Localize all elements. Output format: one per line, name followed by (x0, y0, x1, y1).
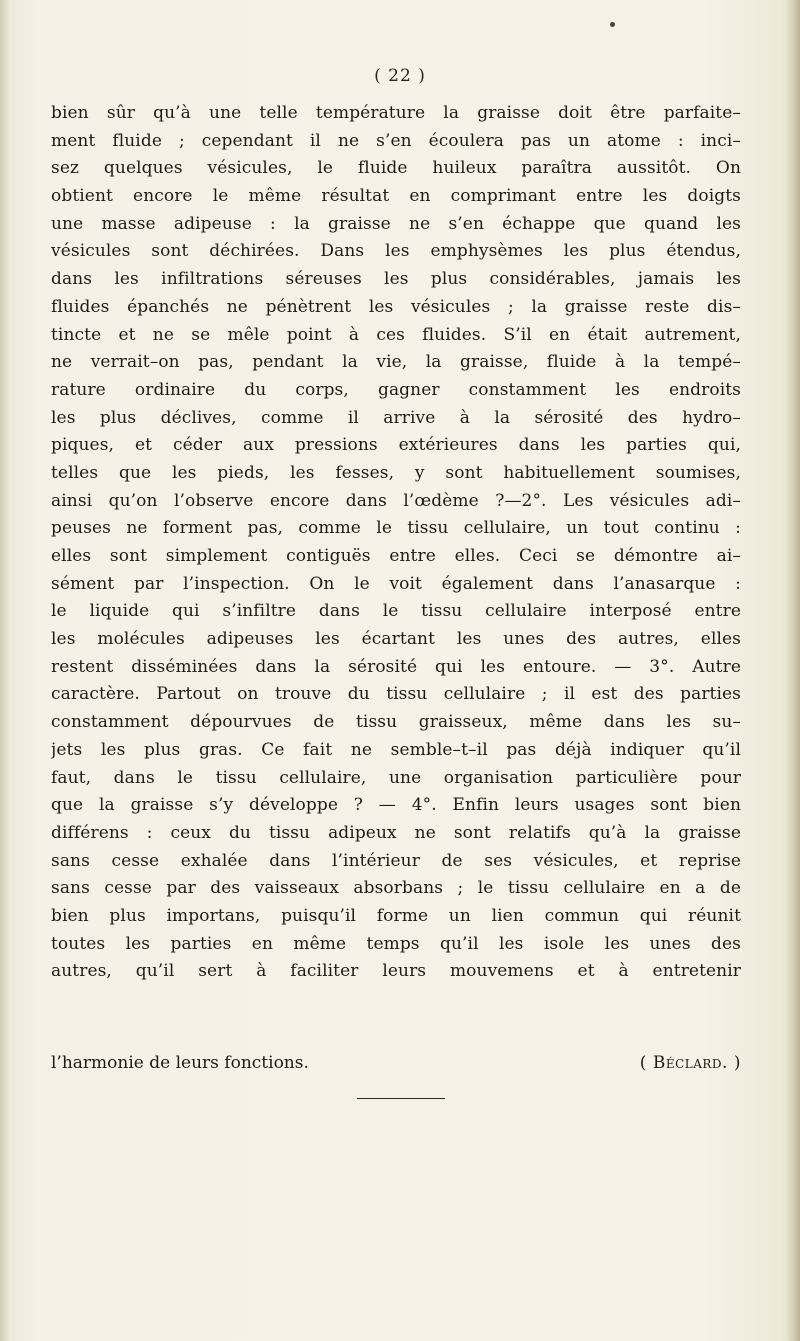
author-signature: ( Béclard. ) (639, 1053, 741, 1073)
text-line: peuses ne forment pas, comme le tissu cellulaire, un tout continu : (51, 518, 741, 539)
text-line: les molécules adipeuses les écartant les unes des autres, elles (51, 629, 741, 650)
text-line: sément par l’inspection. On le voit également dans l’anasarque : (51, 573, 741, 594)
text-line: les plus déclives, comme il arrive à la sérosité des hydro– (51, 407, 741, 428)
text-line: ne verrait–on pas, pendant la vie, la graisse, fluide à la tempé– (51, 352, 741, 373)
text-line: piques, et céder aux pressions extérieures dans les parties qui, (51, 435, 741, 456)
text-line: rature ordinaire du corps, gagner constamment les endroits (51, 379, 741, 400)
text-line: dans les infiltrations séreuses les plus considérables, jamais les (51, 269, 741, 290)
text-line: vésicules sont déchirées. Dans les emphysèmes les plus étendus, (51, 241, 741, 262)
page-right-edge-shadow (786, 0, 800, 1341)
text-line: jets les plus gras. Ce fait ne semble–t–il pas déjà indiquer qu’il (51, 739, 741, 760)
closing-line (51, 1049, 741, 1077)
text-line: ment fluide ; cependant il ne s’en écoulera pas un atome : inci– (51, 130, 741, 151)
text-line: tincte et ne se mêle point à ces fluides. S’il en était autrement, (51, 324, 741, 345)
text-line: telles que les pieds, les fesses, y sont habituellement soumises, (51, 462, 741, 483)
text-line: une masse adipeuse : la graisse ne s’en échappe que quand les (51, 213, 741, 234)
text-line: sez quelques vésicules, le fluide huileux paraîtra aussitôt. On (51, 158, 741, 179)
page-number: ( 22 ) (374, 66, 426, 86)
text-line: bien sûr qu’à une telle température la graisse doit être parfaite– (51, 103, 741, 123)
text-line: le liquide qui s’infiltre dans le tissu cellulaire interposé entre (51, 601, 741, 622)
closing-text: l’harmonie de leurs fonctions. (51, 1053, 309, 1073)
text-line: différens : ceux du tissu adipeux ne sont relatifs qu’à la graisse (51, 822, 741, 843)
text-line: fluides épanchés ne pénètrent les vésicules ; la graisse reste dis– (51, 296, 741, 317)
text-line: sans cesse par des vaisseaux absorbans ; le tissu cellulaire en a de (51, 878, 741, 899)
text-line: caractère. Partout on trouve du tissu cellulaire ; il est des parties (51, 684, 741, 705)
text-line: ainsi qu’on l’observe encore dans l’œdème ?—2°. Les vésicules adi– (51, 490, 741, 511)
text-line: sans cesse exhalée dans l’intérieur de ses vésicules, et reprise (51, 850, 741, 871)
ink-speck (610, 22, 615, 27)
text-line: que la graisse s’y développe ? — 4°. Enfin leurs usages sont bien (51, 795, 741, 816)
body-text (51, 100, 741, 986)
text-line: restent disséminées dans la sérosité qui les entoure. — 3°. Autre (51, 656, 741, 677)
page-left-edge-shadow (0, 0, 10, 1341)
text-line: elles sont simplement contiguës entre elles. Ceci se démontre ai– (51, 546, 741, 566)
text-line: faut, dans le tissu cellulaire, une organisation particulière pour (51, 767, 741, 788)
text-line: bien plus importans, puisqu’il forme un lien commun qui réunit (51, 905, 741, 926)
section-divider-rule (357, 1098, 445, 1099)
text-line: constamment dépourvues de tissu graisseux, même dans les su– (51, 712, 741, 733)
text-line: toutes les parties en même temps qu’il les isole les unes des (51, 933, 741, 954)
text-line: obtient encore le même résultat en comprimant entre les doigts (51, 186, 741, 207)
text-line: autres, qu’il sert à faciliter leurs mouvemens et à entretenir (51, 961, 741, 982)
